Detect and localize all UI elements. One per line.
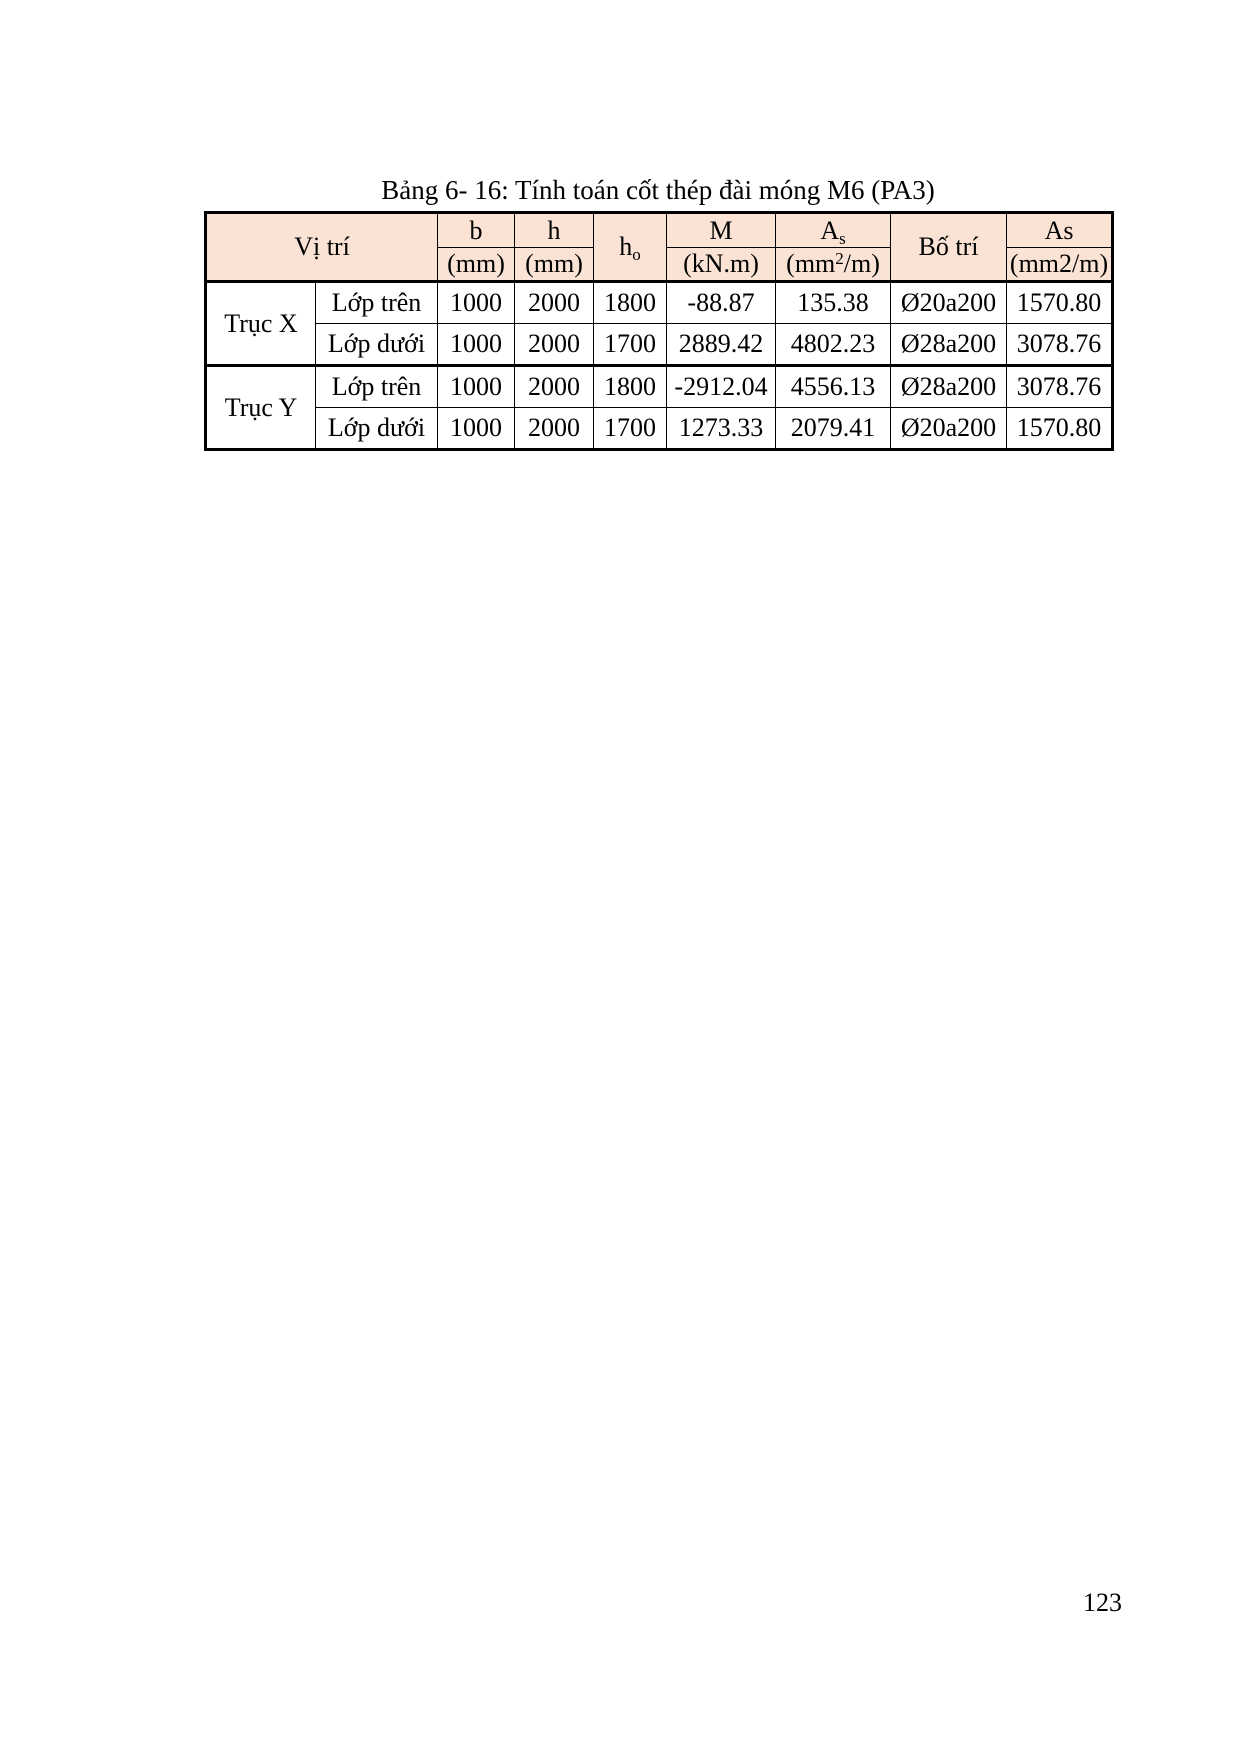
cell-ho	[594, 408, 667, 450]
cell-layer	[316, 282, 438, 324]
group-label: Trục X	[224, 308, 298, 338]
cell-h	[515, 408, 594, 450]
group-cell-truc-x	[206, 282, 316, 366]
header-label-vi-tri: Vị trí	[294, 232, 350, 261]
rebar-calculation-table	[204, 211, 1114, 451]
cell-m	[667, 366, 776, 408]
cell-layer	[316, 366, 438, 408]
table-row	[206, 408, 1113, 450]
cell-as-calc	[776, 366, 891, 408]
value-m: -88.87	[687, 288, 755, 317]
cell-b	[438, 324, 515, 366]
table-row	[206, 282, 1113, 324]
value-b: 1000	[450, 413, 503, 442]
layer-label: Lớp dưới	[327, 413, 426, 442]
group-cell-truc-y	[206, 366, 316, 450]
value-as-calc: 2079.41	[790, 413, 876, 442]
value-h: 2000	[528, 288, 581, 317]
table-row	[206, 366, 1113, 408]
table-caption: Bảng 6- 16: Tính toán cốt thép đài móng M6 (PA3)	[381, 175, 935, 205]
cell-as-calc	[776, 408, 891, 450]
cell-m	[667, 282, 776, 324]
page-number: 123	[1083, 1588, 1122, 1617]
header-unit-h	[515, 248, 594, 282]
header-label-bo-tri: Bố trí	[918, 232, 979, 261]
cell-b	[438, 366, 515, 408]
cell-as-prov	[1007, 324, 1113, 366]
cell-b	[438, 408, 515, 450]
value-bo-tri: Ø20a200	[900, 288, 997, 317]
value-as-calc: 135.38	[797, 288, 869, 317]
value-ho: 1800	[604, 288, 657, 317]
header-label-ho-base: h	[619, 232, 633, 261]
header-label-as-prov: As	[1044, 215, 1074, 245]
value-bo-tri: Ø20a200	[900, 413, 997, 442]
header-unit-as-calc	[776, 248, 891, 282]
header-cell-vi-tri	[206, 213, 438, 282]
cell-as-prov	[1007, 282, 1113, 324]
value-bo-tri: Ø28a200	[900, 372, 997, 401]
header-cell-as-calc	[776, 213, 891, 248]
value-as-calc: 4556.13	[790, 372, 876, 401]
header-unit-as-calc-pre: (mm	[786, 249, 836, 278]
cell-h	[515, 366, 594, 408]
cell-ho	[594, 366, 667, 408]
header-unit-as-calc-post: /m)	[843, 249, 880, 278]
layer-label: Lớp trên	[331, 372, 422, 401]
cell-b	[438, 282, 515, 324]
table-row	[206, 324, 1113, 366]
value-as-prov: 1570.80	[1016, 413, 1102, 442]
header-unit-as-prov-text: (mm2/m)	[1009, 249, 1109, 278]
value-h: 2000	[528, 372, 581, 401]
header-unit-m	[667, 248, 776, 282]
value-as-prov: 3078.76	[1016, 329, 1102, 358]
cell-layer	[316, 324, 438, 366]
value-as-prov: 3078.76	[1016, 372, 1102, 401]
cell-as-calc	[776, 282, 891, 324]
header-unit-as-prov	[1007, 248, 1113, 282]
cell-bo-tri	[891, 408, 1007, 450]
value-bo-tri: Ø28a200	[900, 329, 997, 358]
header-cell-m	[667, 213, 776, 248]
group-label: Trục Y	[224, 392, 298, 422]
cell-layer	[316, 408, 438, 450]
layer-label: Lớp trên	[331, 288, 422, 317]
value-h: 2000	[528, 329, 581, 358]
cell-as-prov	[1007, 366, 1113, 408]
cell-m	[667, 408, 776, 450]
header-unit-h-text: (mm)	[525, 249, 583, 278]
cell-bo-tri	[891, 282, 1007, 324]
value-m: 2889.42	[678, 329, 764, 358]
header-cell-ho	[594, 213, 667, 282]
header-unit-b	[438, 248, 515, 282]
value-b: 1000	[450, 329, 503, 358]
header-cell-as-prov	[1007, 213, 1113, 248]
header-label-m: M	[709, 215, 733, 245]
header-cell-bo-tri	[891, 213, 1007, 282]
header-row-labels	[206, 213, 1113, 248]
value-ho: 1700	[604, 413, 657, 442]
value-as-prov: 1570.80	[1016, 288, 1102, 317]
header-label-ho-subscript: o	[632, 245, 641, 264]
header-label-as-calc-base: A	[820, 215, 840, 245]
value-as-calc: 4802.23	[790, 329, 876, 358]
header-cell-b	[438, 213, 515, 248]
cell-ho	[594, 324, 667, 366]
cell-as-calc	[776, 324, 891, 366]
value-b: 1000	[450, 288, 503, 317]
cell-as-prov	[1007, 408, 1113, 450]
value-m: 1273.33	[678, 413, 764, 442]
value-b: 1000	[450, 372, 503, 401]
cell-h	[515, 324, 594, 366]
header-cell-h	[515, 213, 594, 248]
cell-ho	[594, 282, 667, 324]
layer-label: Lớp dưới	[327, 329, 426, 358]
header-label-b: b	[469, 215, 483, 245]
value-ho: 1800	[604, 372, 657, 401]
header-unit-b-text: (mm)	[447, 249, 505, 278]
cell-h	[515, 282, 594, 324]
header-unit-m-text: (kN.m)	[683, 249, 759, 278]
header-unit-as-calc-superscript: 2	[835, 249, 844, 268]
header-label-as-calc-subscript: s	[839, 228, 846, 248]
header-label-h: h	[547, 215, 561, 245]
value-ho: 1700	[604, 329, 657, 358]
value-h: 2000	[528, 413, 581, 442]
cell-m	[667, 324, 776, 366]
value-m: -2912.04	[674, 372, 768, 401]
cell-bo-tri	[891, 324, 1007, 366]
cell-bo-tri	[891, 366, 1007, 408]
